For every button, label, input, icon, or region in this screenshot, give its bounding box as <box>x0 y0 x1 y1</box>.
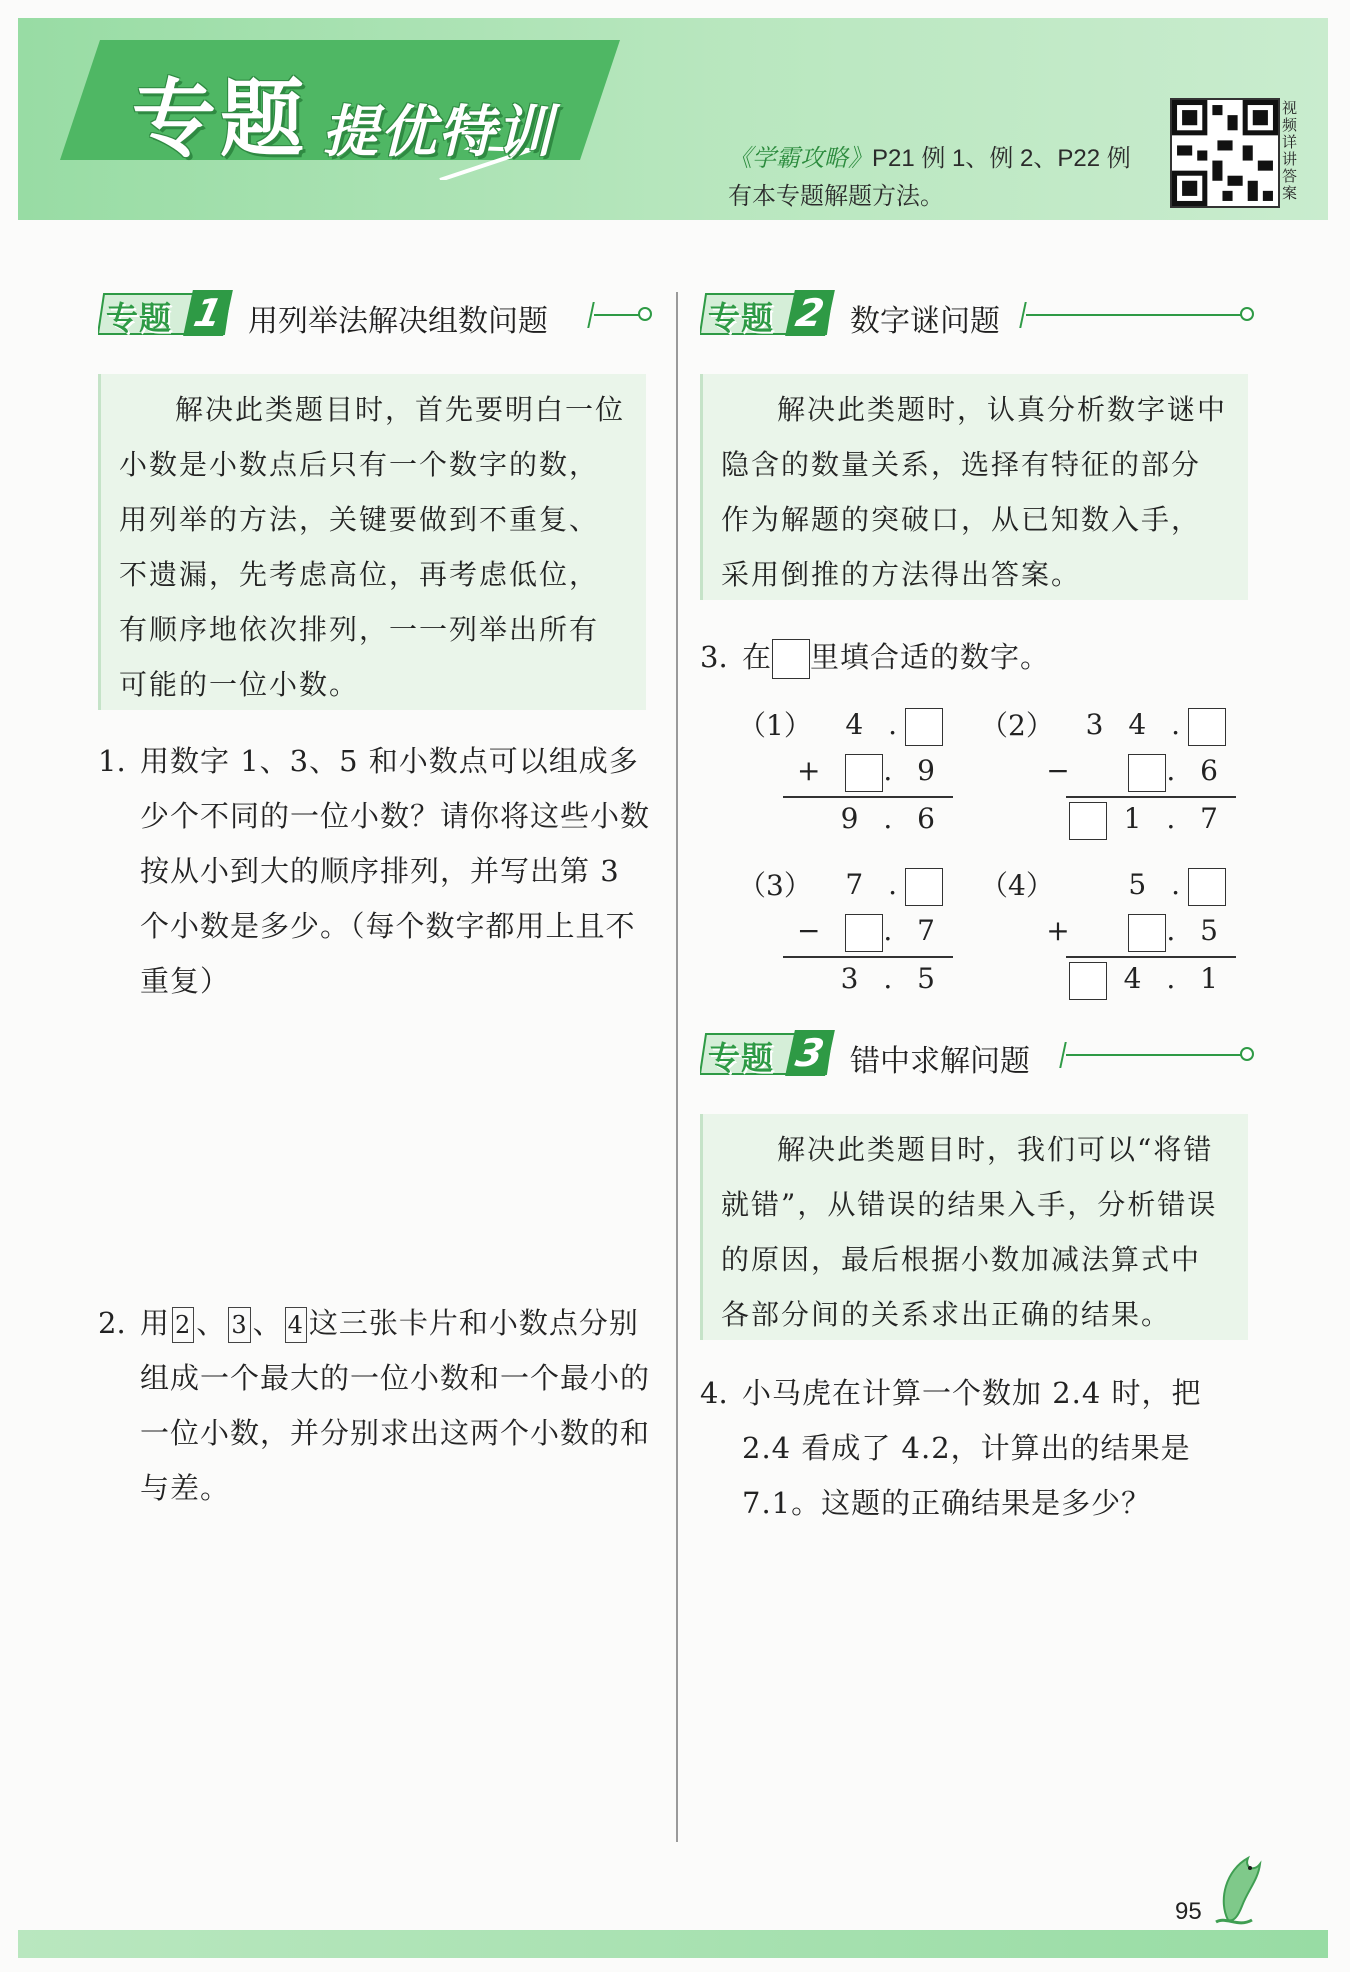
answer-blank[interactable] <box>1069 802 1107 840</box>
calc-top-row <box>845 864 943 906</box>
column-divider <box>676 292 678 1842</box>
question-text <box>140 1296 658 1516</box>
question-number: 2. <box>98 1306 126 1340</box>
item-label: （2） <box>980 709 1054 742</box>
question-lead: 在 <box>742 640 773 674</box>
reference-line-2: 有本专题解题方法。 <box>728 183 944 210</box>
question-text: 小马虎在计算一个数加 2.4 时，把 2.4 看成了 4.2，计算出的结果是 7.1。这题的正确结果是多少？ <box>742 1376 1202 1520</box>
answer-blank[interactable] <box>1188 708 1226 746</box>
question-number: 1. <box>98 744 126 778</box>
calc-top-row <box>1086 704 1226 746</box>
question-number: 4. <box>700 1376 728 1410</box>
calc-operator: − <box>1046 754 1078 787</box>
answer-blank[interactable] <box>905 708 943 746</box>
answer-blank[interactable] <box>1069 962 1107 1000</box>
topic-title: 数字谜问题 <box>850 304 1000 339</box>
topic-2-intro <box>700 374 1248 600</box>
number-card: 4 <box>285 1307 307 1343</box>
separator: 、 <box>252 1306 283 1340</box>
question-lead: 用 <box>140 1306 171 1340</box>
intro-text: 解决此类题时，认真分析数字谜中隐含的数量关系，选择有特征的部分作为解题的突破口，从已知数入手，采用倒推的方法得出答案。 <box>721 393 1228 591</box>
calc-mid: . 7 <box>883 914 943 947</box>
topic-tag-label: 专题 <box>106 299 173 337</box>
question-text <box>742 630 1260 685</box>
topic-title: 错中求解问题 <box>850 1044 1030 1079</box>
item-label: （3） <box>738 869 812 902</box>
topic-number: 2 <box>785 290 835 336</box>
calc-item-3 <box>738 864 953 1004</box>
heading-end-dot <box>1240 307 1254 321</box>
page-number: 95 <box>1175 1898 1202 1925</box>
question-text: 用数字 1、3、5 和小数点可以组成多少个不同的一位小数？请你将这些小数按从小到大的顺序排列，并写出第 3 个小数是多少。（每个数字都用上且不重复） <box>140 744 651 998</box>
intro-text: 解决此类题目时，我们可以“将错就错”，从错误的结果入手，分析错误的原因，最后根据小数加减法算式中各部分间的关系求出正确的结果。 <box>721 1133 1218 1331</box>
calc-top-row <box>845 704 943 746</box>
topic-1-heading <box>98 288 658 338</box>
answer-blank[interactable] <box>905 868 943 906</box>
calc-top-row <box>1128 864 1226 906</box>
question-body: 里填合适的数字。 <box>810 640 1051 674</box>
separator: 、 <box>196 1306 227 1340</box>
calc-item-1 <box>738 704 953 844</box>
calc-top: 7 . <box>845 868 905 901</box>
reference-pages: P21 例 1、例 2、P22 例 <box>872 145 1131 172</box>
heading-end-dot <box>1240 1047 1254 1061</box>
item-label: （1） <box>738 709 812 742</box>
calc-top: 5 . <box>1128 868 1188 901</box>
calc-result: 4 . 1 <box>1123 962 1226 995</box>
topic-title: 用列举法解决组数问题 <box>248 304 548 339</box>
calc-mid: . 5 <box>1166 914 1226 947</box>
answer-blank[interactable] <box>845 914 883 952</box>
qr-caption: 视频详讲答案 <box>1282 100 1298 202</box>
heading-end-dot <box>638 307 652 321</box>
heading-rule <box>594 314 640 316</box>
answer-blank[interactable] <box>772 639 810 679</box>
reference-line <box>728 138 1131 173</box>
calc-mid-row <box>797 750 943 792</box>
answer-blank[interactable] <box>1128 754 1166 792</box>
question-4 <box>700 1366 1260 1531</box>
calc-item-4 <box>980 864 1236 1004</box>
calc-result: 1 . 7 <box>1123 802 1226 835</box>
item-label: （4） <box>980 869 1054 902</box>
calc-mid-row <box>1046 750 1226 792</box>
calc-mid-row <box>797 910 943 952</box>
answer-blank[interactable] <box>1188 868 1226 906</box>
question-body: 这三张卡片和小数点分别组成一个最大的一位小数和一个最小的一位小数，并分别求出这两个小数的和与差。 <box>140 1306 651 1505</box>
topic-number: 1 <box>183 290 233 336</box>
calc-operator: + <box>797 754 829 787</box>
answer-blank[interactable] <box>845 754 883 792</box>
calc-result: 9 . 6 <box>840 802 943 835</box>
footer-band <box>18 1930 1328 1958</box>
calc-top: 4 . <box>845 708 905 741</box>
topic-tag-label: 专题 <box>708 1039 775 1077</box>
calc-result-row <box>1069 958 1226 1000</box>
topic-tag-label: 专题 <box>708 299 775 337</box>
calc-top: 3 4 . <box>1085 708 1188 741</box>
reference-book: 《学霸攻略》 <box>728 145 872 172</box>
number-card: 2 <box>172 1307 194 1343</box>
calc-mid: . 9 <box>883 754 943 787</box>
topic-2-heading <box>700 288 1260 338</box>
topic-3-heading <box>700 1028 1260 1078</box>
question-1 <box>98 734 658 1009</box>
calc-mid: . 6 <box>1166 754 1226 787</box>
calc-mid-row <box>1046 910 1226 952</box>
number-card: 3 <box>228 1307 250 1343</box>
calc-operator: − <box>797 914 829 947</box>
qr-code-icon[interactable] <box>1170 98 1280 208</box>
question-number: 3. <box>700 640 728 674</box>
topic-number: 3 <box>785 1030 835 1076</box>
calc-operator: + <box>1046 914 1078 947</box>
calc-result-row <box>1069 798 1226 840</box>
topic-1-intro <box>98 374 646 710</box>
question-2 <box>98 1296 658 1516</box>
question-3 <box>700 630 1260 685</box>
topic-3-intro <box>700 1114 1248 1340</box>
heading-rule <box>1066 1054 1242 1056</box>
heading-rule <box>1026 314 1242 316</box>
calc-item-2 <box>980 704 1236 844</box>
dolphin-icon <box>1208 1850 1268 1930</box>
page-title-main: 专题 <box>132 70 309 168</box>
calc-result: 3 . 5 <box>840 962 943 995</box>
calc-result-row <box>841 958 943 1000</box>
answer-blank[interactable] <box>1128 914 1166 952</box>
page-title-sub: 提优特训 <box>322 100 554 165</box>
calc-result-row <box>841 798 943 840</box>
intro-text: 解决此类题目时，首先要明白一位小数是小数点后只有一个数字的数，用列举的方法，关键要做到不重复、不遗漏，先考虑高位，再考虑低位，有顺序地依次排列，一一列举出所有可能的一位小数。 <box>119 393 626 701</box>
